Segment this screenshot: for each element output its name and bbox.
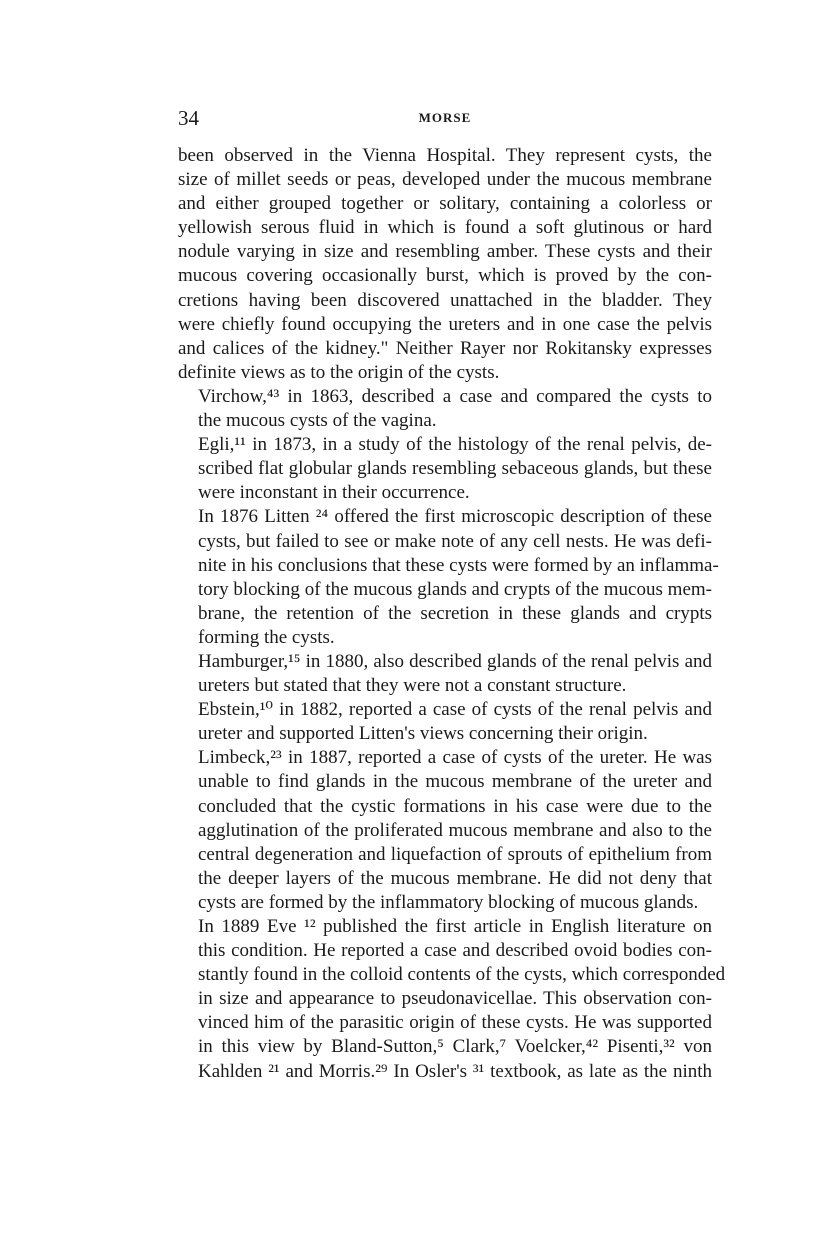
paragraph [178, 650, 712, 698]
text-line: nodule varying in size and resembling amber. These cysts and their [178, 241, 712, 263]
text-line: unable to find glands in the mucous membrane of the ureter and [198, 771, 712, 793]
page-header [178, 104, 712, 134]
page-number: 34 [178, 106, 199, 130]
text-line: Ebstein,¹⁰ in 1882, reported a case of cysts of the renal pelvis and [198, 699, 712, 721]
text-line: vinced him of the parasitic origin of these cysts. He was supported [198, 1012, 712, 1034]
text-line: mucous covering occasionally burst, which is proved by the con- [178, 265, 712, 287]
paragraph [178, 505, 719, 650]
text-line: Kahlden ²¹ and Morris.²⁹ In Osler's ³¹ textbook, as late as the ninth [198, 1060, 712, 1082]
text-line: Limbeck,²³ in 1887, reported a case of cysts of the ureter. He was [198, 747, 712, 769]
text-line: were inconstant in their occurrence. [198, 482, 470, 504]
text-line: brane, the retention of the secretion in these glands and crypts [198, 602, 712, 624]
text-line: nite in his conclusions that these cysts were formed by an inflamma- [198, 554, 719, 576]
paragraph [178, 385, 712, 433]
text-line: scribed flat globular glands resembling sebaceous glands, but these [198, 458, 712, 480]
body-text [178, 144, 726, 1084]
text-line: cysts, but failed to see or make note of any cell nests. He was defi- [198, 530, 712, 552]
text-line: yellowish serous fluid in which is found a soft glutinous or hard [178, 217, 712, 239]
text-line: and either grouped together or solitary, containing a colorless or [178, 193, 712, 215]
running-head: MORSE [418, 110, 472, 125]
text-line: definite views as to the origin of the cysts. [178, 361, 500, 383]
text-line: agglutination of the proliferated mucous membrane and also to the [198, 819, 712, 841]
text-line: cretions having been discovered unattached in the bladder. They [178, 289, 712, 311]
paragraph [178, 698, 712, 746]
text-line: this condition. He reported a case and described ovoid bodies con- [198, 940, 712, 962]
text-line: been observed in the Vienna Hospital. They represent cysts, the [178, 145, 712, 166]
text-line: ureter and supported Litten's views concerning their origin. [198, 723, 648, 745]
paragraph [178, 144, 712, 385]
text-line: in size and appearance to pseudonavicellae. This observation con- [198, 988, 712, 1010]
text-line: the mucous cysts of the vagina. [198, 410, 437, 432]
text-line: cysts are formed by the inflammatory blocking of mucous glands. [198, 891, 699, 913]
text-line: ureters but stated that they were not a constant structure. [198, 675, 627, 697]
text-line: size of millet seeds or peas, developed under the mucous membrane [178, 169, 712, 191]
paragraph [178, 915, 726, 1084]
text-line: In 1889 Eve ¹² published the first article in English literature on [198, 916, 712, 937]
text-line: Egli,¹¹ in 1873, in a study of the histology of the renal pelvis, de- [198, 434, 712, 456]
text-line: Virchow,⁴³ in 1863, described a case and compared the cysts to [198, 385, 712, 407]
text-line: in this view by Bland-Sutton,⁵ Clark,⁷ Voelcker,⁴² Pisenti,³² von [198, 1036, 712, 1058]
text-line: and calices of the kidney." Neither Rayer nor Rokitansky expresses [178, 337, 712, 359]
paragraph [178, 433, 712, 505]
text-line: the deeper layers of the mucous membrane. He did not deny that [198, 867, 712, 889]
text-line: were chiefly found occupying the ureters and in one case the pelvis [178, 313, 712, 335]
text-line: stantly found in the colloid contents of the cysts, which corresponded [198, 964, 726, 986]
text-line: concluded that the cystic formations in his case were due to the [198, 795, 712, 817]
text-line: Hamburger,¹⁵ in 1880, also described glands of the renal pelvis and [198, 650, 712, 672]
text-line: forming the cysts. [198, 626, 335, 648]
text-line: In 1876 Litten ²⁴ offered the first microscopic description of these [198, 506, 712, 528]
paragraph [178, 746, 712, 915]
text-line: tory blocking of the mucous glands and crypts of the mucous mem- [198, 578, 712, 600]
text-line: central degeneration and liquefaction of sprouts of epithelium from [198, 843, 712, 865]
